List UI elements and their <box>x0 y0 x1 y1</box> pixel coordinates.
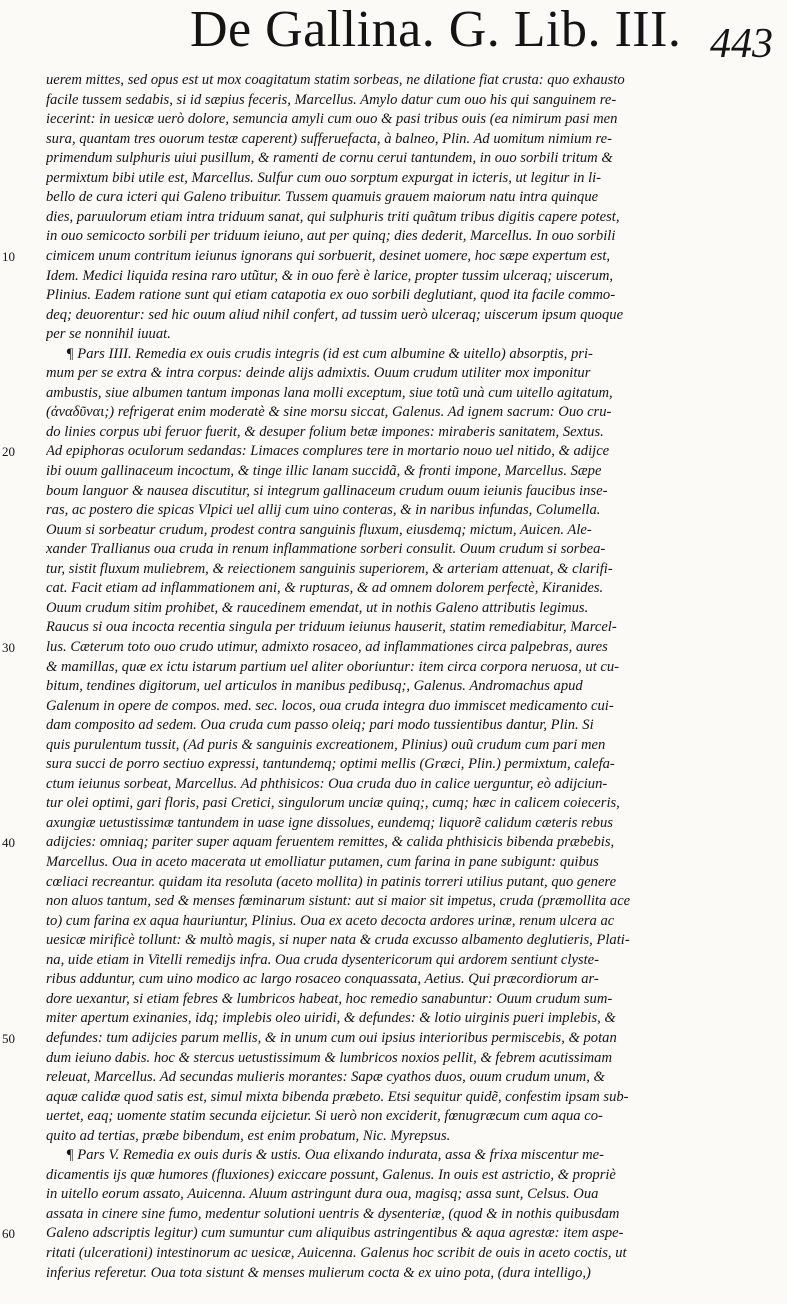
text-line: boum languor & nausea discutitur, si integrum gallinaceum crudum ouum ieiunis faucibus inse- <box>46 482 608 499</box>
text-line: sura, quantam tres ouorum testæ caperent) sufferuefacta, à balneo, Plin. Ad uomitum nimium re- <box>46 130 612 147</box>
text-line: deq; deuorentur: sed hic ouum aliud nihil confert, ad tussim uerò ulceraq; uiscerum ipsum quoque <box>46 306 624 323</box>
text-line: defundes: tum adijcies parum mellis, & in unum cum oui ipsius interioribus permiscebis, & potan <box>46 1029 617 1046</box>
text-line: primendum sulphuris uiui pusillum, & ramenti de cornu cerui tantundem, in ouo sorbili tritum & <box>46 150 613 167</box>
text-line: do linies corpus ubi feruor fuerit, & desuper folium betæ impones: miraberis sanitatem, Sextus. <box>46 423 604 440</box>
text-line: tur, sistit fluxum muliebrem, & reiectionem sanguinis superiorem, & arteriam attenuat, & clarifi- <box>46 560 613 577</box>
text-line: Ouum crudum sitim prohibet, & raucedinem emendat, ut in nothis Galeno attributis legimus. <box>46 599 589 616</box>
text-line: to) cum farina ex aqua hauriuntur, Plinius. Oua ex aceto decocta ardores urinæ, renum ulcera ac <box>46 912 615 929</box>
text-line: permixtum bibi utile est, Marcellus. Sulfur cum ouo sorptum expurgat in icteris, ut legitur in li- <box>46 169 602 186</box>
text-line: non aluos tantum, sed & menses fœminarum sistunt: aut si maior sit impetus, cruda (præmollita ace <box>46 893 631 910</box>
text-line: (ἀναδῦναι;) refrigerat enim moderatè & sine morsu siccat, Galenus. Ad ignem sacrum: Ouo cru- <box>46 404 612 421</box>
text-line: assata in cinere sine fumo, medentur solutioni uentris & dysenteriæ, (quod & in nothis quibusdam <box>46 1205 620 1222</box>
margin-line-number: 40 <box>2 835 15 851</box>
text-line: uertet, eaq; uomente statim secunda eijcietur. Si uerò non exciderit, fœnugræcum cum aqua co- <box>46 1108 603 1125</box>
text-line: Plinius. Eadem ratione sunt qui etiam catapotia ex ouo sorbili deglutiant, quod ita facile commo- <box>46 287 616 304</box>
text-line: xander Trallianus oua cruda in renum inflammatione sorberi consulit. Ouum crudum si sorbea- <box>46 541 606 558</box>
text-line: dam composito ad sedem. Oua cruda cum passo oleiq; pari modo tussientibus dantur, Plin. Si <box>46 717 594 734</box>
text-line: per se nonnihil iuuat. <box>46 326 171 343</box>
text-line: cimicem unum contritum ieiunus ignorans qui sorbuerit, desinet uomere, hoc sæpe expertum est, <box>46 247 611 264</box>
margin-line-number: 20 <box>2 444 15 460</box>
page-number: 443 <box>710 21 773 67</box>
text-line: bello de cura icteri qui Galeno tribuitur. Tussem quamuis grauem maiorum natu intra quinque <box>46 189 599 206</box>
text-line: Marcellus. Oua in aceto macerata ut emolliatur putamen, cum farina in pane subigunt: quibus <box>46 854 599 870</box>
margin-line-number: 30 <box>2 639 15 655</box>
text-line: quito ad tertias, præbe bibendum, est enim probatum, Nic. Myrepsus. <box>46 1127 451 1144</box>
text-line: releuat, Marcellus. Ad secundas mulieris morantes: Sapæ cyathos duos, ouum crudum unum, & <box>46 1069 605 1086</box>
text-line: Raucus si oua incocta recentia singula per triduum ieiunus hauserit, statim remediabitur, Marcel- <box>46 619 617 636</box>
text-line: bitum, tendines digitorum, uel articulos in manibus pedibusq;, Galenus. Andromachus apud <box>46 678 583 695</box>
text-line: cat. Facit etiam ad inflammationem ani, & rupturas, & ad omnem dolorem perfectè, Kiranides. <box>46 580 604 597</box>
text-line: facile tussem sedabis, si id sæpius feceris, Marcellus. Amylo datur cum ouo his qui sanguinem re- <box>46 91 617 108</box>
text-line: lus. Cæterum toto ouo crudo utimur, admixto rosaceo, ad inflammationes circa palpebras, aures <box>46 638 608 655</box>
text-line: Idem. Medici liquida resina raro utũtur, & in ouo ferè è larice, propter tussim ulceraq; uiscerum, <box>46 267 614 284</box>
page-header <box>0 0 787 67</box>
text-line: dies, paruulorum etiam intra triduum sanat, qui sulphuris triti quãtum tribus digitis capere potest, <box>46 208 620 225</box>
text-line: Galenum in opere de compos. med. sec. locos, oua cruda integra duo immiscet medicamento cui- <box>46 697 614 714</box>
text-line: tur olei optimi, gari floris, pasi Cretici, singulorum unciæ quinq;, cumq; hæc in calicem coieceris, <box>46 795 620 812</box>
text-line: na, uide etiam in Vitelli remedijs infra. Oua cruda dysentericorum qui ardorem sentiunt clyste- <box>46 951 599 968</box>
text-line: dore uexantur, si etiam febres & lumbricos habeat, hoc remedio sanabuntur: Ouum crudum sum- <box>46 990 613 1007</box>
text-line: ctum ieiunus sorbeat, Marcellus. Ad phthisicos: Oua cruda duo in calice uerguntur, eò adijciun- <box>46 775 608 792</box>
text-line: miter apertum exinanies, idq; implebis oleo uiridi, & defundes: & lotio uirginis pueri implebis, & <box>46 1010 616 1027</box>
text-line: dicamentis ijs quæ humores (fluxiones) exiccare possunt, Galenus. In ouis est astrictio, & propriè <box>46 1166 616 1183</box>
margin-line-number: 50 <box>2 1030 15 1046</box>
text-line: uerem mittes, sed opus est ut mox coagitatum statim sorbeas, ne dilatione fiat crusta: quo exhausto <box>46 72 625 88</box>
text-line: ribus adduntur, cum uino modico ac largo rosaceo conquassata, Aetius. Qui præcordiorum ar- <box>46 971 599 988</box>
text-line: ambustis, siue albumen tantum imponas lana molli exceptum, siue totũ unà cum uitello agitatum, <box>46 384 613 401</box>
text-line: inferius referetur. Oua tota sistunt & menses mulierum cocta & ex uino pota, (dura intelligo,) <box>46 1264 591 1281</box>
text-line: axungiæ uetustissimæ tantundem in uase igne dissolues, eundemq; liquorẽ calidum cæteris rebus <box>46 814 613 831</box>
text-line: dum ieiuno dabis. hoc & stercus uetustissimum & lumbricos noxios pellit, & febrem acutissimam <box>46 1049 613 1066</box>
text-line: ibi ouum gallinaceum incoctum, & tinge illic lanam succidã, & fronti impone, Marcellus. Sæpe <box>46 463 602 479</box>
text-line: iecerint: in uesicæ uerò dolore, semuncia amyli cum ouo & pasi tribus ouis (ea nimirum pasi men <box>46 111 618 128</box>
text-line: quis purulentum tussit, (Ad puris & sanguinis excreationem, Plinius) ouũ crudum cum pari men <box>46 736 606 753</box>
text-line: uesicæ mirificè tollunt: & multò magis, si nuper nata & cruda excusso albamento deglutieris, Plati- <box>46 932 630 949</box>
text-line: ras, ac postero die spicas Vlpici uel allij cum uino conteras, & in naribus infundas, Columella. <box>46 502 601 519</box>
text-line: adijcies: omniaq; pariter super aquam feruentem remittes, & calida phthisicis bibenda præbebis, <box>46 834 615 851</box>
text-line: ritati (ulcerationi) intestinorum ac uesicæ, Auicenna. Galenus hoc scribit de ouis in aceto coctis, ut <box>46 1245 627 1261</box>
text-line: aquæ calidæ quod satis est, simul mixta bibenda præbeto. Etsi sequitur quidẽ, confestim ipsam sub- <box>46 1088 629 1105</box>
text-line: Ad epiphoras oculorum sedandas: Limaces complures tere in mortario nouo uel nitido, & adijce <box>46 443 610 460</box>
margin-line-number: 10 <box>2 248 15 264</box>
text-line: cœliaci recreantur. quidam ita resoluta (aceto mollita) in patinis torreri utilius putant, quo genere <box>46 873 617 890</box>
text-line: Galeno adscriptis legitur) cum sumuntur cum aliquibus astringentibus & aqua agrestæ: item aspe- <box>46 1225 624 1242</box>
text-line: in uitello eorum assato, Auicenna. Aluum astringunt dura oua, magisq; assa sunt, Celsus. Oua <box>46 1186 599 1203</box>
text-line: ¶ Pars V. Remedia ex ouis duris & ustis. Oua elixando indurata, assa & frixa miscentur me- <box>66 1147 604 1164</box>
running-title: De Gallina. G. Lib. III. <box>190 1 682 58</box>
text-line: & mamillas, quæ ex ictu istarum partium uel aliter oboriuntur: item circa corpora neruosa, ut cu- <box>46 658 620 675</box>
text-line: in ouo semicocto sorbili per triduum ieiuno, aut per quinq; dies dederit, Marcellus. In ouo sorbili <box>46 228 616 245</box>
text-line: mum per se extra & intra corpus: deinde alijs admixtis. Ouum crudum utiliter mox imponitur <box>46 365 591 382</box>
text-line: Ouum si sorbeatur crudum, prodest contra sanguinis fluxum, eiusdemq; mictum, Auicen. Ale- <box>46 521 592 538</box>
text-line: ¶ Pars IIII. Remedia ex ouis crudis integris (id est cum albumine & uitello) absorptis, pri- <box>66 345 593 362</box>
margin-line-number: 60 <box>2 1226 15 1242</box>
text-line: sura succi de porro sectiuo expressi, tantundemq; optimi mellis (Græci, Plin.) permixtum, calefa- <box>46 756 615 773</box>
